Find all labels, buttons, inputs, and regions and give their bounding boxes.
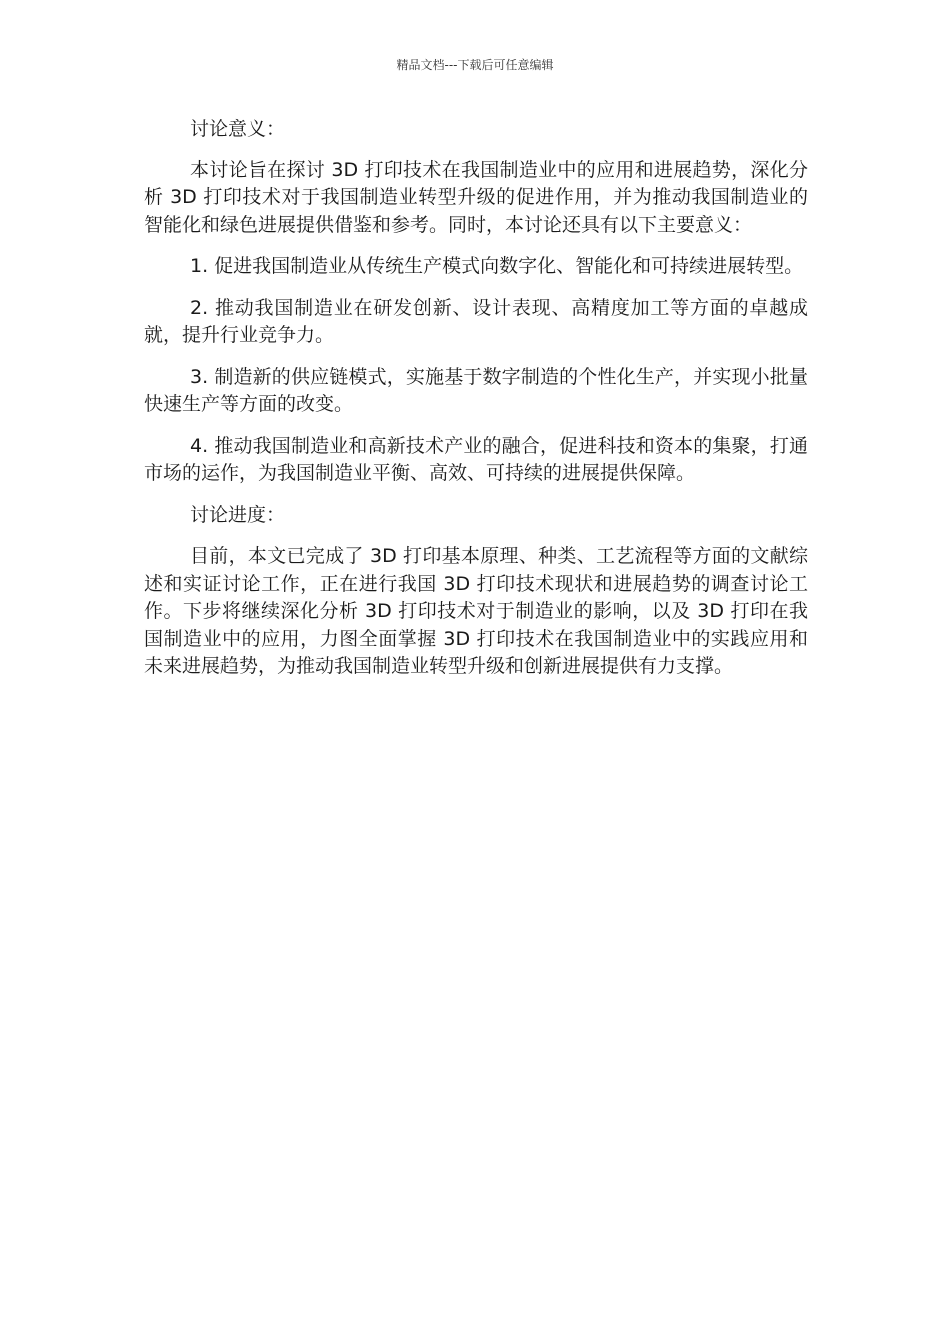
page-header: 精品文档---下载后可任意编辑 (396, 58, 554, 72)
progress-heading: 讨论进度： (190, 503, 286, 526)
significance-point-1: 1. 促进我国制造业从传统生产模式向数字化、智能化和可持续进展转型。 (190, 255, 804, 277)
significance-heading: 讨论意义： (190, 118, 286, 140)
document-body (144, 116, 808, 681)
significance-point-4: 4. 推动我国制造业和高新技术产业的融合，促进科技和资本的集聚，打通市场的运作，为我国制造业平衡、高效、可持续的进展提供保障。 (144, 434, 808, 484)
significance-point-2: 2. 推动我国制造业在研发创新、设计表现、高精度加工等方面的卓越成就，提升行业竞争力。 (144, 296, 808, 346)
significance-intro-paragraph: 本讨论旨在探讨 3D 打印技术在我国制造业中的应用和进展趋势，深化分析 3D 打印技术对于我国制造业转型升级的促进作用，并为推动我国制造业的智能化和绿色进展提供借鉴和参考。同时，本讨论还具有以下主要意义： (144, 158, 808, 236)
significance-point-3: 3. 制造新的供应链模式，实施基于数字制造的个性化生产，并实现小批量快速生产等方面的改变。 (144, 365, 808, 415)
progress-paragraph: 目前，本文已完成了 3D 打印基本原理、种类、工艺流程等方面的文献综述和实证讨论工作，正在进行我国 3D 打印技术现状和进展趋势的调查讨论工作。下步将继续深化分析 3D 打印技术对于制造业的影响，以及 3D 打印在我国制造业中的应用，力图全面掌握 3D 打印技术在我国制造业中的实践应用和未来进展趋势，为推动我国制造业转型升级和创新进展提供有力支撑。 (144, 545, 808, 677)
